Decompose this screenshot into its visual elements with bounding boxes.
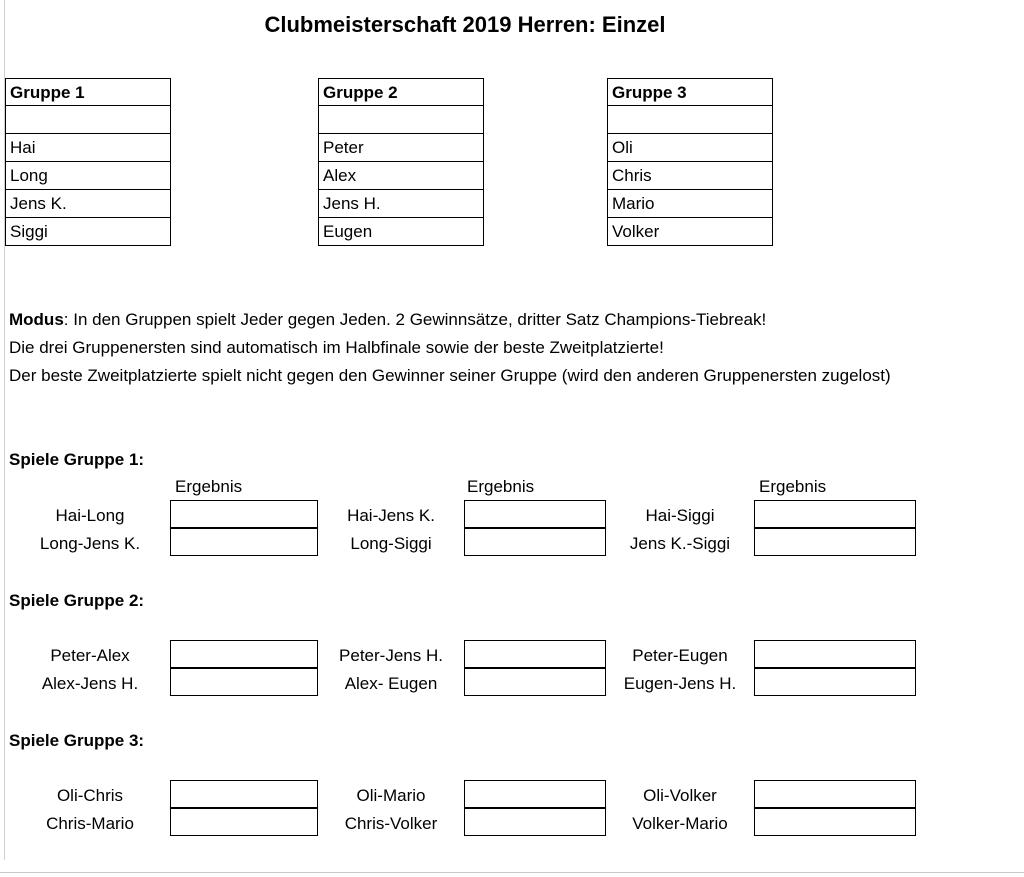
- group-cell[interactable]: [5, 106, 171, 134]
- group-cell[interactable]: Jens K.: [5, 190, 171, 218]
- group-cell[interactable]: Siggi: [5, 218, 171, 246]
- result-input[interactable]: [754, 807, 916, 836]
- group-table-2: [318, 78, 484, 246]
- result-input[interactable]: [464, 527, 606, 556]
- result-input[interactable]: [754, 500, 916, 529]
- result-input[interactable]: [754, 667, 916, 696]
- modus-line-1: [9, 306, 891, 334]
- modus-line-2: Die drei Gruppenersten sind automatisch im Halbfinale sowie der beste Zweitplatzierte!: [9, 338, 664, 357]
- result-input[interactable]: [464, 640, 606, 669]
- result-input[interactable]: [170, 667, 318, 696]
- section-title-group-2: Spiele Gruppe 2:: [9, 591, 145, 610]
- match-label: Eugen-Jens H.: [623, 674, 737, 693]
- result-header: Ergebnis: [467, 477, 535, 496]
- group-cell[interactable]: [318, 106, 484, 134]
- match-label: Chris-Mario: [46, 814, 134, 833]
- section-title-group-1: Spiele Gruppe 1:: [9, 450, 145, 469]
- group-cell[interactable]: Mario: [607, 190, 773, 218]
- modus-text: [9, 306, 891, 390]
- match-label: Hai-Jens K.: [347, 506, 435, 525]
- group-table-3: [607, 78, 773, 246]
- group-table-1: [5, 78, 171, 246]
- result-input[interactable]: [170, 527, 318, 556]
- group-cell[interactable]: [607, 106, 773, 134]
- group-header[interactable]: Gruppe 3: [607, 78, 773, 106]
- result-input[interactable]: [754, 527, 916, 556]
- match-label: Peter-Jens H.: [339, 646, 443, 665]
- result-input[interactable]: [464, 807, 606, 836]
- result-input[interactable]: [170, 807, 318, 836]
- group-header[interactable]: Gruppe 1: [5, 78, 171, 106]
- match-label: Peter-Alex: [50, 646, 130, 665]
- group-cell[interactable]: Chris: [607, 162, 773, 190]
- group-cell[interactable]: Jens H.: [318, 190, 484, 218]
- match-label: Volker-Mario: [632, 814, 728, 833]
- result-input[interactable]: [170, 780, 318, 809]
- match-label: Long-Jens K.: [39, 534, 141, 553]
- match-label: Hai-Siggi: [645, 506, 715, 525]
- match-label: Oli-Chris: [56, 786, 124, 805]
- group-cell[interactable]: Long: [5, 162, 171, 190]
- group-cell[interactable]: Peter: [318, 134, 484, 162]
- sheet-bottom-edge: [0, 872, 1024, 873]
- result-input[interactable]: [754, 780, 916, 809]
- match-label: Alex- Eugen: [344, 674, 438, 693]
- result-input[interactable]: [754, 640, 916, 669]
- match-label: Jens K.-Siggi: [629, 534, 731, 553]
- modus-line-3: Der beste Zweitplatzierte spielt nicht gegen den Gewinner seiner Gruppe (wird den anderen Gruppenersten zugelost): [9, 366, 891, 385]
- result-input[interactable]: [464, 500, 606, 529]
- match-label: Oli-Volker: [643, 786, 717, 805]
- result-input[interactable]: [464, 780, 606, 809]
- match-label: Peter-Eugen: [632, 646, 728, 665]
- group-cell[interactable]: Hai: [5, 134, 171, 162]
- modus-label: Modus: [9, 310, 64, 329]
- result-header: Ergebnis: [175, 477, 243, 496]
- section-title-group-3: Spiele Gruppe 3:: [9, 731, 145, 750]
- result-header: Ergebnis: [759, 477, 827, 496]
- match-label: Chris-Volker: [344, 814, 438, 833]
- group-cell[interactable]: Alex: [318, 162, 484, 190]
- result-input[interactable]: [170, 500, 318, 529]
- match-label: Oli-Mario: [356, 786, 426, 805]
- match-label: Alex-Jens H.: [41, 674, 139, 693]
- result-input[interactable]: [464, 667, 606, 696]
- group-cell[interactable]: Oli: [607, 134, 773, 162]
- result-input[interactable]: [170, 640, 318, 669]
- match-label: Long-Siggi: [350, 534, 432, 553]
- page-title: Clubmeisterschaft 2019 Herren: Einzel: [264, 12, 666, 37]
- group-header[interactable]: Gruppe 2: [318, 78, 484, 106]
- group-cell[interactable]: Volker: [607, 218, 773, 246]
- match-label: Hai-Long: [55, 506, 125, 525]
- group-cell[interactable]: Eugen: [318, 218, 484, 246]
- modus-line-1-text: : In den Gruppen spielt Jeder gegen Jeden. 2 Gewinnsätze, dritter Satz Champions-Tiebreak!: [63, 310, 767, 329]
